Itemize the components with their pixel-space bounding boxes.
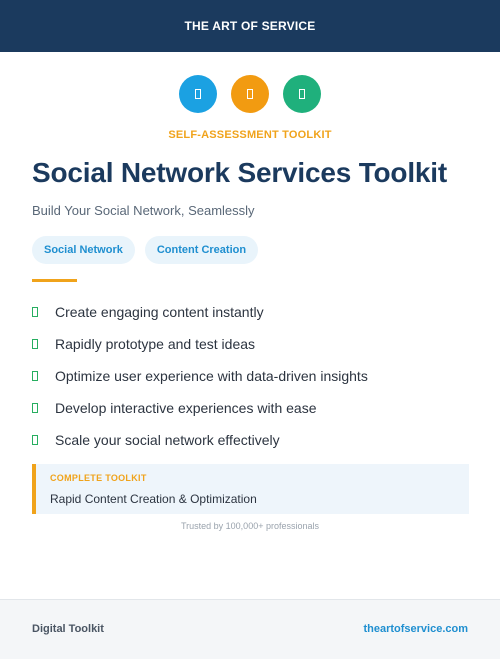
footer-label: Digital Toolkit (32, 623, 104, 635)
toolkit-icon-1 (179, 75, 217, 113)
eyebrow-label: SELF-ASSESSMENT TOOLKIT (168, 129, 332, 141)
callout-text: Rapid Content Creation & Optimization (50, 492, 257, 506)
toolkit-icon-3 (283, 75, 321, 113)
page-subtitle: Build Your Social Network, Seamlessly (32, 203, 255, 218)
feature-text: Develop interactive experiences with ease (55, 400, 317, 416)
check-icon (32, 339, 38, 349)
tag-list (32, 236, 258, 264)
page-title: Social Network Services Toolkit (32, 157, 447, 188)
check-icon (32, 435, 38, 445)
tag-content-creation[interactable]: Content Creation (145, 236, 258, 264)
feature-item (32, 296, 368, 328)
feature-text: Optimize user experience with data-driven insights (55, 368, 368, 384)
toolkit-icon-2 (231, 75, 269, 113)
header-bar (0, 0, 500, 52)
brand-name: THE ART OF SERVICE (184, 19, 316, 33)
feature-item (32, 392, 368, 424)
feature-text: Create engaging content instantly (55, 304, 264, 320)
website-link[interactable]: theartofservice.com (363, 623, 468, 635)
feature-list (32, 296, 368, 456)
icon-row (0, 75, 500, 113)
check-icon (32, 403, 38, 413)
feature-text: Rapidly prototype and test ideas (55, 336, 256, 352)
callout-label: COMPLETE TOOLKIT (50, 473, 147, 483)
feature-item (32, 424, 368, 456)
accent-divider (32, 279, 77, 282)
feature-item (32, 360, 368, 392)
square-icon (299, 89, 305, 99)
square-icon (247, 89, 253, 99)
feature-text: Scale your social network effectively (55, 432, 280, 448)
trust-statement: Trusted by 100,000+ professionals (180, 521, 319, 531)
toolkit-callout (32, 464, 469, 514)
footer (0, 599, 500, 659)
square-icon (195, 89, 201, 99)
feature-item (32, 328, 368, 360)
check-icon (32, 371, 38, 381)
tag-social-network[interactable]: Social Network (32, 236, 135, 264)
check-icon (32, 307, 38, 317)
